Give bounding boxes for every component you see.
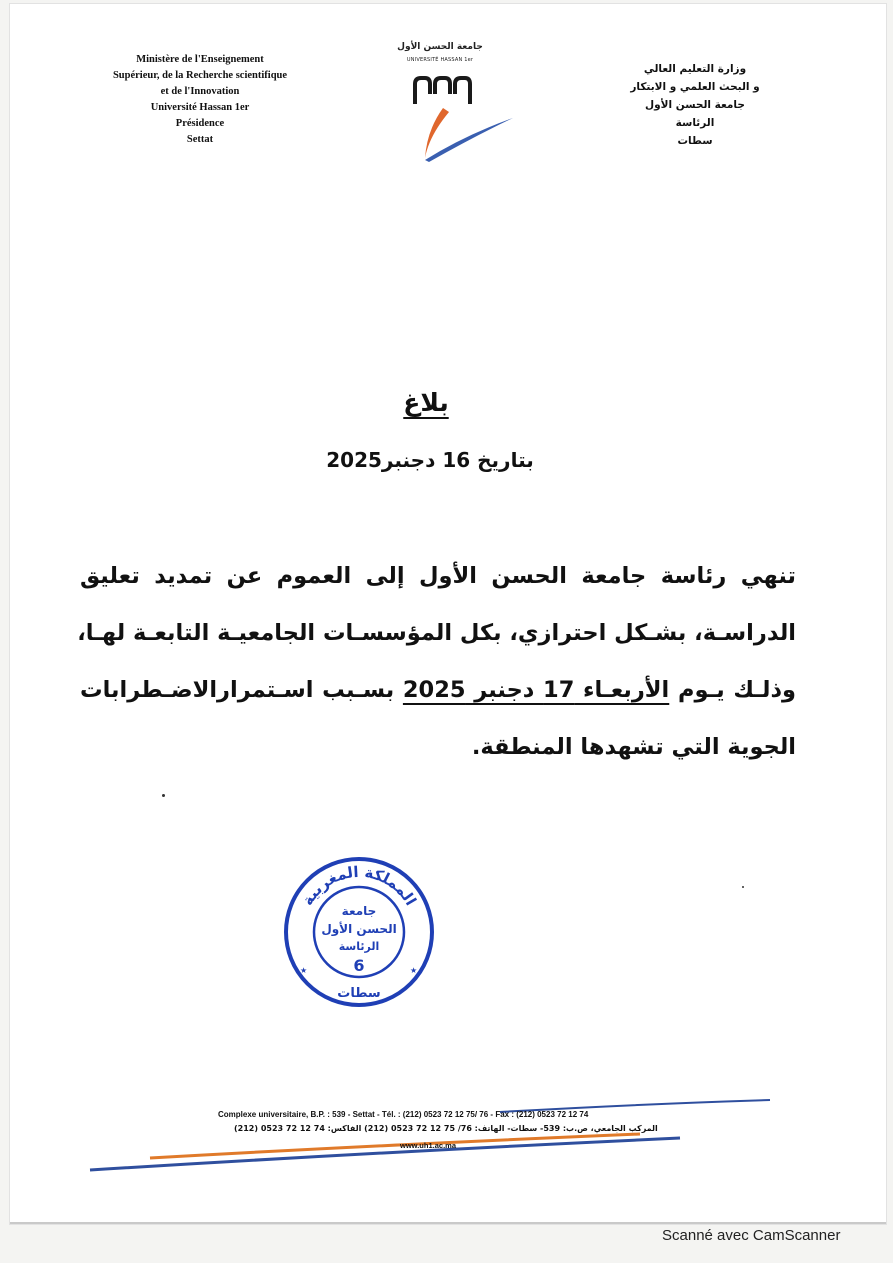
announcement-body <box>77 548 796 776</box>
header-ar-line: و البحث العلمي و الابتكار <box>630 81 760 93</box>
body-line-4: الجوية التي تشهدها المنطقة. <box>471 734 796 760</box>
stamp-star-left: ★ <box>300 966 308 975</box>
footer-orange-line <box>150 1134 640 1158</box>
header-fr-line: Ministère de l'Enseignement <box>136 54 264 65</box>
document-title: بلاغ <box>403 388 449 417</box>
header-arabic <box>620 60 770 150</box>
header-fr-line: Supérieur, de la Recherche scientifique <box>112 70 288 81</box>
stamp-line-3: الرئاسة <box>338 940 380 953</box>
official-stamp <box>282 855 436 1009</box>
body-line-2: الدراسـة، بشـكل احترازي، بكل المؤسسـات الجامعيـة التابعـة لهـا، <box>77 620 796 646</box>
header-ar-line: وزارة التعليم العالي <box>643 63 747 75</box>
footer-decoration <box>80 1090 800 1180</box>
stamp-ring-text: المملكة المغربية <box>298 862 420 909</box>
body-line-3 <box>80 662 796 719</box>
highlighted-date: الأربعـاء 17 دجنبر 2025 <box>402 677 670 703</box>
footer-address-french: Complexe universitaire, B.P. : 539 - Settat - Tél. : (212) 0523 72 12 75/ 76 - Fax : (212) 0523 72 12 74 <box>218 1110 589 1119</box>
ink-speck <box>742 886 744 888</box>
stamp-number: 6 <box>353 956 365 975</box>
stamp-line-2: الحسن الأول <box>321 922 397 936</box>
header-fr-line: et de l'Innovation <box>160 86 240 97</box>
logo-french-name: UNIVERSITÉ HASSAN 1er <box>406 57 474 63</box>
page-edge <box>10 1222 886 1224</box>
header-ar-line: الرئاسة <box>675 117 715 129</box>
logo-arabic-name: جامعة الحسن الأول <box>397 42 483 52</box>
header-fr-line: Settat <box>186 134 214 145</box>
stamp-star-right: ★ <box>410 966 418 975</box>
header-fr-line: Université Hassan 1er <box>150 102 250 113</box>
ink-speck <box>162 794 165 797</box>
footer-blue-line-bottom <box>90 1138 680 1170</box>
document-date: بتاريخ 16 دجنبر2025 <box>326 448 534 472</box>
stamp-line-1: جامعة <box>341 904 377 918</box>
header-fr-line: Présidence <box>175 118 225 129</box>
footer-website: www.uh1.ac.ma <box>400 1141 456 1150</box>
body-line-3-end: بسـبب اسـتمرارالاضـطرابات <box>80 677 403 703</box>
footer-address-arabic: المركب الجامعي، ص.ب: 539- سطات- الهاتف: 76/ 75 12 72 0523 (212) الفاكس: 74 12 72 0523 (212) <box>234 1124 658 1133</box>
header-french <box>80 52 320 148</box>
logo-arch-mark <box>415 78 470 102</box>
header-ar-line: جامعة الحسن الأول <box>645 99 745 111</box>
scanner-watermark: Scanné avec CamScanner <box>662 1227 841 1244</box>
body-line-3-start: وذلـك يـوم <box>669 677 796 703</box>
header-ar-line: سطات <box>677 135 713 147</box>
stamp-city: سطات <box>337 986 381 1001</box>
body-line-1: تنهي رئاسة جامعة الحسن الأول إلى العموم عن تمديد تعليق <box>80 563 796 589</box>
